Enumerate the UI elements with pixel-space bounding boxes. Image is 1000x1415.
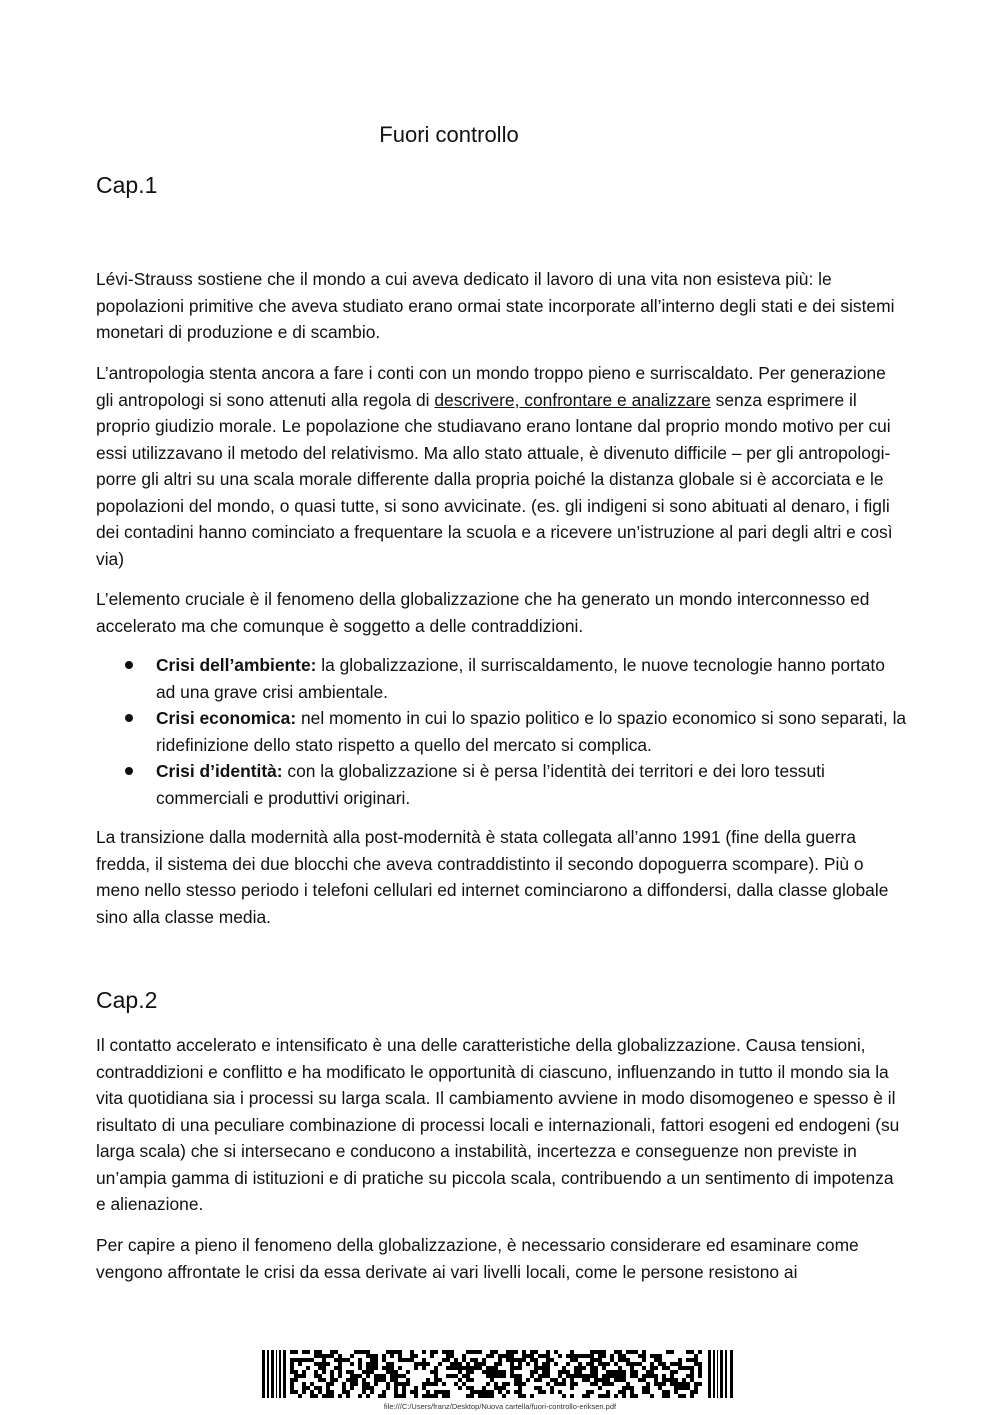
document-title: Fuori controllo — [379, 122, 519, 147]
paragraph-text-part: L’antropologia stenta ancora a fare i conti con un mondo troppo pieno e surriscaldato. Per generazione gli antropologi si sono attenuti alla regola di — [96, 363, 886, 410]
chapter-2-paragraph-2 — [96, 1232, 908, 1285]
list-item-label: Crisi economica: — [156, 708, 297, 728]
barcode — [248, 1338, 748, 1404]
barcode-graphic — [262, 1350, 734, 1398]
list-item-text: con la globalizzazione si è persa l’identità dei territori e dei loro tessuti commerciali e produttivi originari. — [156, 761, 825, 808]
bullet-icon — [125, 767, 133, 775]
list-item-label: Crisi dell’ambiente: — [156, 655, 317, 675]
paragraph-text: Il contatto accelerato e intensificato è una delle caratteristiche della globalizzazione. Causa tensioni, contraddizioni e conflitto e ha modificato le opportunità di ciascuno, influenzando in tutto il mondo sia la vita quotidiana sia i processi su larga scala. Il cambiamento avviene in modo disomogeneo e spesso è il risultato di una peculiare combinazione di processi locali e internazionali, fattori esogeni ed endogeni (su larga scala) che si intersecano e conducono a instabilità, incertezza e conseguenze non previste in un’ampia gamma di istituzioni e di pratiche su piccola scala, contribuendo a un sentimento di impotenza e alienazione. — [96, 1035, 900, 1214]
chapter-1-paragraph-4 — [96, 824, 908, 930]
paragraph-text: Lévi-Strauss sostiene che il mondo a cui aveva dedicato il lavoro di una vita non esisteva più: le popolazioni primitive che aveva studiato erano ormai state incorporate all’interno degli stati e dei sistemi monetari di produzione e di scambio. — [96, 269, 895, 342]
list-item — [96, 705, 908, 758]
paragraph-text-part: senza esprimere il proprio giudizio morale. Le popolazione che studiavano erano lontane dal proprio mondo motivo per cui essi utilizzavano il metodo del relativismo. Ma allo stato attuale, è divenuto difficile – per gli antropologi- porre gli altri su una scala morale differente dalla propria poiché la distanza globale si è accorciata e le popolazioni del mondo, o quasi tutte, si sono avvicinate. (es. gli indigeni si sono abituati al denaro, i figli dei contadini hanno cominciato a frequentare la scuola e a ricevere un’istruzione al pari degli altri e così via) — [96, 389, 893, 569]
list-item-text: la globalizzazione, il surriscaldamento, le nuove tecnologie hanno portato ad una grave crisi ambientale. — [156, 655, 885, 702]
paragraph-text: La transizione dalla modernità alla post-modernità è stata collegata all’anno 1991 (fine della guerra fredda, il sistema dei due blocchi che aveva contraddistinto il secondo dopoguerra scompare). Più o meno nello stesso periodo i telefoni cellulari ed internet cominciarono a diffondersi, dalla classe globale sino alla classe media. — [96, 827, 889, 927]
chapter-1-paragraph-1 — [96, 266, 908, 346]
chapter-1-paragraph-2 — [96, 360, 908, 572]
list-item — [96, 758, 908, 811]
list-item-label: Crisi d’identità: — [156, 761, 283, 781]
paragraph-text — [96, 360, 908, 572]
underlined-phrase: descrivere, confrontare e analizzare — [434, 389, 711, 410]
list-item-text: nel momento in cui lo spazio politico e lo spazio economico si sono separati, la ridefinizione dello stato rispetto a quello del mercato si complica. — [156, 708, 907, 755]
list-item — [96, 652, 908, 705]
paragraph-text: L’elemento cruciale è il fenomeno della globalizzazione che ha generato un mondo interconnesso ed accelerato ma che comunque è soggetto a delle contraddizioni. — [96, 589, 870, 636]
chapter-1-heading: Cap.1 — [96, 172, 158, 198]
chapter-2-heading: Cap.2 — [96, 987, 158, 1013]
chapter-1-paragraph-3 — [96, 586, 908, 639]
bullet-icon — [125, 661, 133, 669]
crisis-list — [96, 652, 908, 811]
chapter-2-paragraph-1 — [96, 1032, 908, 1218]
bullet-icon — [125, 714, 133, 722]
paragraph-text: Per capire a pieno il fenomeno della globalizzazione, è necessario considerare ed esaminare come vengono affrontate le crisi da essa derivate ai vari livelli locali, come le persone resistono ai — [96, 1235, 859, 1282]
file-path: file:///C:/Users/franz/Desktop/Nuova cartella/fuori-controllo-eriksen.pdf — [383, 1402, 617, 1411]
